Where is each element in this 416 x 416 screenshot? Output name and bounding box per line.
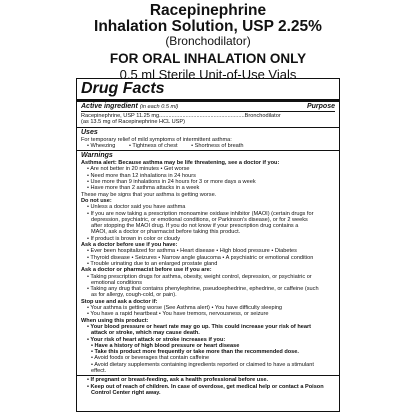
warning-line: MAOI, ask a doctor or pharmacist before taking this product.: [91, 229, 241, 236]
pregnancy-section: [77, 376, 339, 397]
warning-line: Do not use:: [81, 197, 112, 204]
active-ingredient-heading-row: [81, 103, 335, 112]
active-ingredient-section: [77, 102, 339, 128]
symptom-item: • Wheezing: [87, 142, 116, 149]
warning-line: • Taking any drug that contains phenylephrine, pseudoephedrine, ephedrine, or caffeine (such: [87, 286, 319, 293]
warning-line: attack or stroke, which may cause death.: [91, 330, 200, 337]
drug-facts-panel: [76, 78, 340, 412]
children-warning-cont: Control Center right away.: [91, 389, 161, 396]
symptom-item: • Tightness of chest: [128, 142, 178, 149]
warning-line: depression, psychiatric, or emotional conditions, or Parkinson's disease), or for 2 weeks: [91, 216, 308, 223]
warning-line: emotional conditions: [91, 279, 142, 286]
warnings-heading: Warnings: [81, 152, 113, 160]
product-name: Racepinephrine: [149, 2, 267, 19]
warning-line: • Your risk of heart attack or stroke increases if you:: [87, 336, 226, 343]
product-header: [0, 0, 416, 82]
warning-line: Ask a doctor before use if you have:: [81, 242, 178, 249]
uses-symptoms: [81, 143, 335, 149]
warning-line: • You have a rapid heartbeat • You have tremors, nervousness, or seizure: [87, 311, 269, 318]
warnings-list: [81, 160, 335, 374]
warning-line: When using this product:: [81, 317, 149, 324]
warning-line: • If you are now taking a prescription monoamine oxidase inhibitor (MAOI) (certain drugs for: [87, 210, 314, 217]
children-warning: • Keep out of reach of children. In case of overdose, get medical help or contact a Poison: [87, 383, 324, 390]
product-category: (Bronchodilator): [165, 34, 251, 48]
warning-line: • Your asthma is getting worse (See Asthma alert) • You have difficulty sleeping: [87, 305, 283, 312]
warning-line: Asthma alert: Because asthma may be life threatening, see a doctor if you:: [81, 160, 280, 167]
product-form: Inhalation Solution, USP 2.25%: [94, 18, 322, 35]
warning-line: • Need more than 12 inhalations in 24 hours: [87, 172, 196, 179]
drug-facts-title: Drug Facts: [77, 79, 339, 102]
warning-line: • Take this product more frequently or take more than the recommended dose.: [91, 349, 299, 356]
pregnancy-warning: • If pregnant or breast-feeding, ask a health professional before use.: [87, 377, 268, 384]
warning-line: Ask a doctor or pharmacist before use if you are:: [81, 267, 212, 274]
symptom-item: • Shortness of breath: [191, 142, 244, 149]
warning-line: • Use more than 9 inhalations in 24 hours for 3 or more days a week: [87, 179, 256, 186]
warning-line: • Are not better in 20 minutes • Get worse: [87, 166, 190, 173]
warning-line: • Have a history of high blood pressure or heart disease: [91, 342, 240, 349]
warnings-section: [77, 151, 339, 376]
route-notice: FOR ORAL INHALATION ONLY: [109, 51, 307, 66]
warning-line: • Ever been hospitalized for asthma • Heart disease • High blood pressure • Diabetes: [87, 248, 297, 255]
warning-line: effect.: [91, 367, 107, 374]
warning-line: • Have more than 2 asthma attacks in a week: [87, 185, 200, 192]
warning-line: • Unless a doctor said you have asthma: [87, 204, 186, 211]
warning-line: • Your blood pressure or heart rate may go up. This could increase your risk of heart: [87, 323, 312, 330]
active-ingredient-heading: Active ingredient: [81, 103, 138, 110]
active-ingredient-equivalent: (as 13.5 mg of Racepinephrine HCL USP): [81, 119, 185, 126]
active-ingredient-line: Racepinephrine, USP 11.25 mg.......................................................Bronchodilator: [81, 113, 281, 119]
warning-line: as for allergy, cough-cold, or pain).: [91, 292, 177, 299]
warning-line: • Avoid dietary supplements containing ingredients reported or claimed to have a stimulant: [91, 361, 314, 368]
warning-line: • If product is brown in color or cloudy: [87, 235, 181, 242]
warning-line: Stop use and ask a doctor if:: [81, 298, 158, 305]
uses-heading: Uses: [81, 128, 98, 136]
active-ingredient-note: (in each 0.5 ml): [139, 104, 179, 110]
package-description: 0.5 ml Sterile Unit-of-Use Vials: [119, 67, 297, 82]
warning-line: after stopping the MAOI drug. If you do not know if your prescription drug contains a: [91, 223, 299, 230]
uses-section: [77, 128, 339, 152]
warning-line: • Trouble urinating due to an enlarged prostate gland: [87, 260, 218, 267]
warning-line: • Thyroid disease • Seizures • Narrow angle glaucoma • A psychiatric or emotional condition: [87, 254, 314, 261]
warning-line: These may be signs that your asthma is getting worse.: [81, 191, 217, 198]
warning-line: • Avoid foods or beverages that contain caffeine: [91, 355, 210, 362]
warning-line: • Taking prescription drugs for asthma, obesity, weight control, depression, or psychiatric or: [87, 273, 312, 280]
purpose-heading: Purpose: [306, 103, 335, 110]
uses-text: For temporary relief of mild symptoms of intermittent asthma:: [81, 136, 232, 143]
